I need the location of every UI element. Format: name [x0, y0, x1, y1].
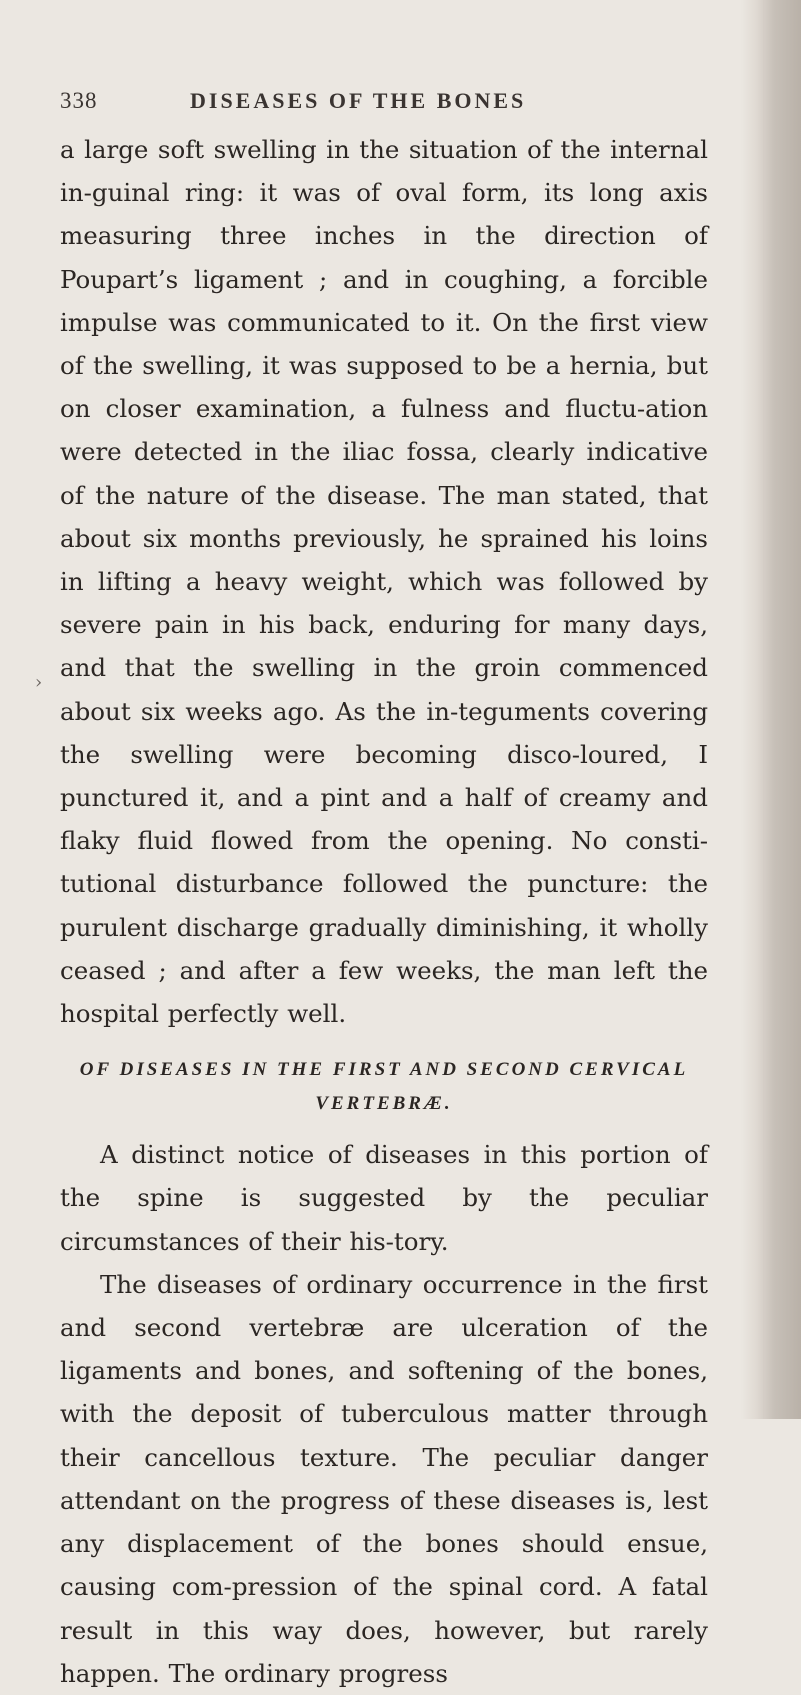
running-head: DISEASES OF THE BONES: [190, 88, 527, 113]
book-page: [60, 88, 708, 1695]
section-paragraph-1: A distinct notice of diseases in this portion of the spine is suggested by the peculiar circumstances of their his-tory.: [60, 1140, 708, 1256]
page-number: 338: [60, 88, 98, 113]
section-heading-line-2: VERTEBRÆ.: [315, 1093, 453, 1115]
margin-mark: ›: [35, 672, 43, 693]
paragraph-case-continuation: a large soft swelling in the situation of the internal in-guinal ring: it was of oval form, its long axis measuring three inches in the direction of Poupart’s ligament ; and in coughing, a forcible impulse was communicated to it. On the first view of the swelling, it was supposed to be a hernia, but on closer examination, a fulness and fluctu-ation were detected in the iliac fossa, clearly indicative of the nature of the disease. The man stated, that about six months previously, he sprained his loins in lifting a heavy weight, which was followed by severe pain in his back, enduring for many days, and that the swelling in the groin commenced about six weeks ago. As the in-teguments covering the swelling were becoming disco-loured, I punctured it, and a pint and a half of creamy and flaky fluid flowed from the opening. No consti-tutional disturbance followed the puncture: the purulent discharge gradually diminishing, it wholly ceased ; and after a few weeks, the man left the hospital perfectly well.: [60, 135, 708, 1029]
section-paragraph-2: The diseases of ordinary occurrence in the first and second vertebræ are ulceration of the ligaments and bones, and softening of the bones, with the deposit of tuberculous matter through their cancellous texture. The peculiar danger attendant on the progress of these diseases is, lest any displacement of the bones should ensue, causing com-pression of the spinal cord. A fatal result in this way does, however, but rarely happen. The ordinary progress: [60, 1269, 708, 1688]
page-header: [60, 88, 708, 128]
page-edge-shadow: [741, 0, 801, 1419]
section-heading: [60, 1053, 708, 1121]
section-heading-line-1: OF DISEASES IN THE FIRST AND SECOND CERVICAL: [79, 1059, 689, 1081]
